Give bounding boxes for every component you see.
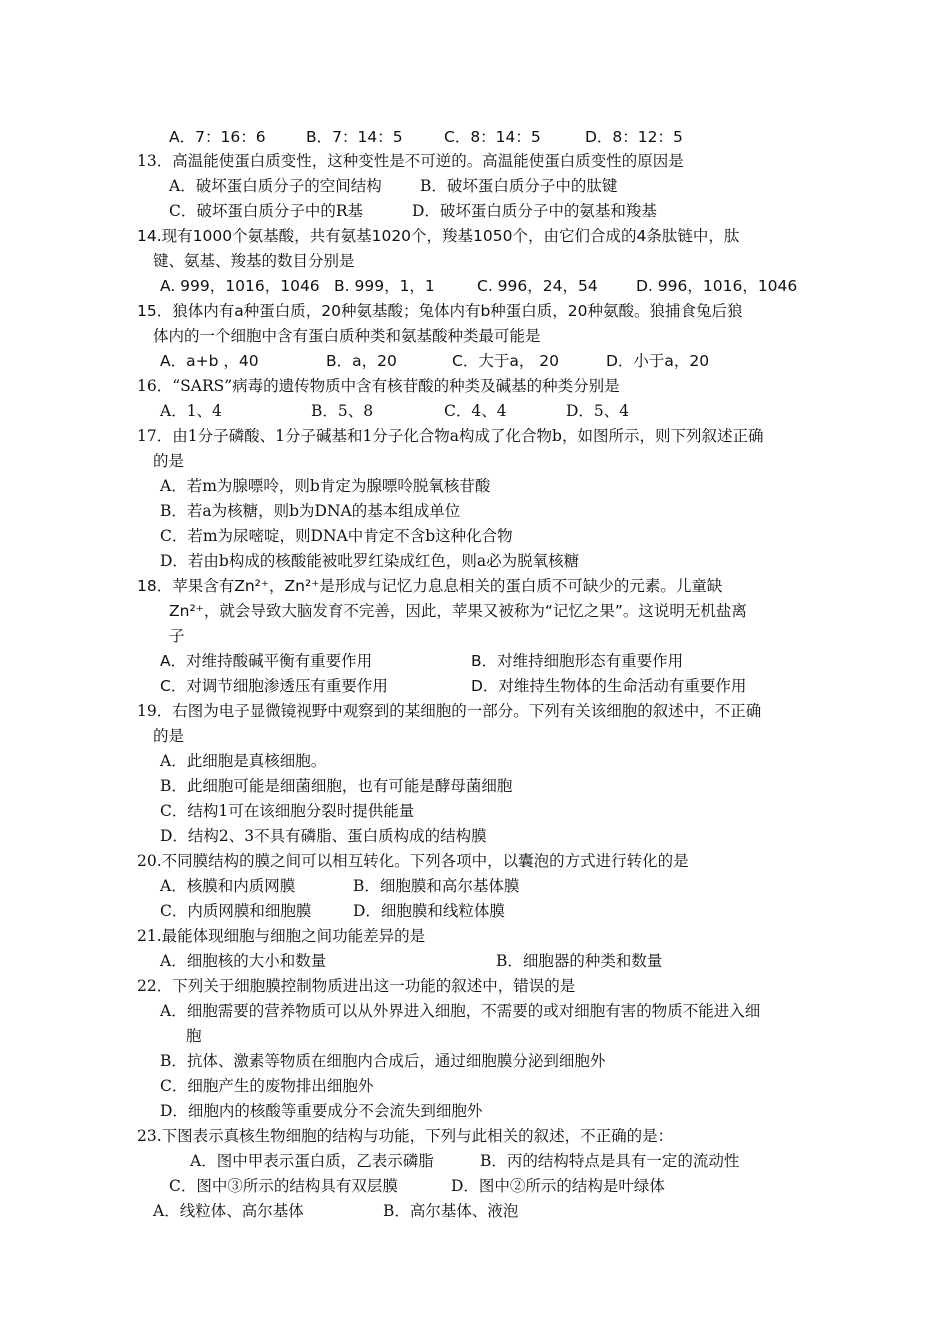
option-c: C. 996，24，54 xyxy=(477,277,598,295)
option-d: D．破坏蛋白质分子中的氨基和羧基 xyxy=(412,202,657,220)
question-stem: 20.不同膜结构的膜之间可以相互转化。下列各项中，以囊泡的方式进行转化的是 xyxy=(137,852,689,870)
option-b: B．高尔基体、液泡 xyxy=(383,1202,519,1220)
option-d: D．若由b构成的核酸能被吡罗红染成红色，则a必为脱氧核糖 xyxy=(160,552,580,570)
option-d: D．小于a，20 xyxy=(606,352,710,370)
question-stem-continued: 键、氨基、羧基的数目分别是 xyxy=(153,252,355,270)
option-c: C．细胞产生的废物排出细胞外 xyxy=(160,1077,374,1095)
question-stem: 15．狼体内有a种蛋白质，20种氨基酸；兔体内有b种蛋白质，20种氨酸。狼捕食兔后狼 xyxy=(137,302,743,320)
question-stem: 19．右图为电子显微镜视野中观察到的某细胞的一部分。下列有关该细胞的叙述中，不正确 xyxy=(137,702,762,720)
question-stem: 22．下列关于细胞膜控制物质进出这一功能的叙述中，错误的是 xyxy=(137,977,576,995)
option-b: B．丙的结构特点是具有一定的流动性 xyxy=(480,1152,740,1170)
option-d: D．细胞内的核酸等重要成分不会流失到细胞外 xyxy=(160,1102,483,1120)
question-stem: 13．高温能使蛋白质变性，这种变性是不可逆的。高温能使蛋白质变性的原因是 xyxy=(137,152,684,170)
question-stem-continued: 体内的一个细胞中含有蛋白质种类和氨基酸种类最可能是 xyxy=(153,327,541,345)
option-a: A. 999，1016，1046 xyxy=(160,277,320,295)
option-d: D．对维持生物体的生命活动有重要作用 xyxy=(471,677,747,695)
option-c: C．大于a， 20 xyxy=(452,352,559,370)
question-stem-continued: 子 xyxy=(169,627,185,645)
option-d: D．结构2、3不具有磷脂、蛋白质构成的结构膜 xyxy=(160,827,487,845)
option-c: C．破坏蛋白质分子中的R基 xyxy=(169,202,364,220)
option-a: A．细胞需要的营养物质可以从外界进入细胞，不需要的或对细胞有害的物质不能进入细 xyxy=(160,1002,761,1020)
question-stem: 23.下图表示真核生物细胞的结构与功能，下列与此相关的叙述，不正确的是： xyxy=(137,1127,674,1145)
option-b: B．7：14：5 xyxy=(306,128,403,146)
option-a: A．核膜和内质网膜 xyxy=(160,877,296,895)
option-c: C．4、4 xyxy=(444,402,507,420)
option-a: A．线粒体、高尔基体 xyxy=(153,1202,304,1220)
option-c: C．内质网膜和细胞膜 xyxy=(160,902,312,920)
option-a: A．图中甲表示蛋白质，乙表示磷脂 xyxy=(190,1152,434,1170)
option-a: A．此细胞是真核细胞。 xyxy=(160,752,327,770)
option-d: D．图中②所示的结构是叶绿体 xyxy=(451,1177,665,1195)
option-b: B．此细胞可能是细菌细胞，也有可能是酵母菌细胞 xyxy=(160,777,513,795)
question-stem: 17．由1分子磷酸、1分子碱基和1分子化合物a构成了化合物b，如图所示，则下列叙述正确 xyxy=(137,427,764,445)
option-a: A．7：16：6 xyxy=(169,128,266,146)
option-a: A．对维持酸碱平衡有重要作用 xyxy=(160,652,373,670)
option-b: B．若a为核糖，则b为DNA的基本组成单位 xyxy=(160,502,461,520)
option-c: C．图中③所示的结构具有双层膜 xyxy=(169,1177,398,1195)
option-d: D．细胞膜和线粒体膜 xyxy=(353,902,505,920)
option-b: B．对维持细胞形态有重要作用 xyxy=(471,652,684,670)
option-c: C．8：14：5 xyxy=(444,128,541,146)
option-c: C．对调节细胞渗透压有重要作用 xyxy=(160,677,388,695)
question-stem-continued: Zn²⁺，就会导致大脑发育不完善，因此，苹果又被称为“记忆之果”。这说明无机盐离 xyxy=(169,602,747,620)
option-a: A．细胞核的大小和数量 xyxy=(160,952,327,970)
question-stem: 14.现有1000个氨基酸，共有氨基1020个，羧基1050个，由它们合成的4条肽链中，肽 xyxy=(137,227,740,245)
option-d: D．5、4 xyxy=(566,402,630,420)
option-a: A．a+b ，40 xyxy=(160,352,259,370)
option-c: C．结构1可在该细胞分裂时提供能量 xyxy=(160,802,415,820)
option-a-continued: 胞 xyxy=(186,1027,202,1045)
option-d: D．8：12：5 xyxy=(585,128,683,146)
option-a: A．破坏蛋白质分子的空间结构 xyxy=(169,177,382,195)
option-b: B．抗体、激素等物质在细胞内合成后，通过细胞膜分泌到细胞外 xyxy=(160,1052,606,1070)
option-a: A．1、4 xyxy=(160,402,222,420)
option-b: B．细胞器的种类和数量 xyxy=(496,952,663,970)
option-b: B．5、8 xyxy=(311,402,374,420)
question-stem: 16．“SARS”病毒的遗传物质中含有核苷酸的种类及碱基的种类分别是 xyxy=(137,377,620,395)
question-stem: 21.最能体现细胞与细胞之间功能差异的是 xyxy=(137,927,426,945)
question-stem-continued: 的是 xyxy=(153,727,185,745)
option-c: C．若m为尿嘧啶，则DNA中肯定不含b这种化合物 xyxy=(160,527,513,545)
option-b: B．细胞膜和高尔基体膜 xyxy=(353,877,520,895)
option-b: B. 999，1，1 xyxy=(334,277,435,295)
option-b: B．a，20 xyxy=(326,352,397,370)
question-stem: 18．苹果含有Zn²⁺，Zn²⁺是形成与记忆力息息相关的蛋白质不可缺少的元素。儿童缺 xyxy=(137,577,723,595)
option-d: D. 996，1016，1046 xyxy=(636,277,798,295)
option-b: B．破坏蛋白质分子中的肽键 xyxy=(420,177,618,195)
question-stem-continued: 的是 xyxy=(153,452,185,470)
option-a: A．若m为腺嘌呤，则b肯定为腺嘌呤脱氧核苷酸 xyxy=(160,477,491,495)
